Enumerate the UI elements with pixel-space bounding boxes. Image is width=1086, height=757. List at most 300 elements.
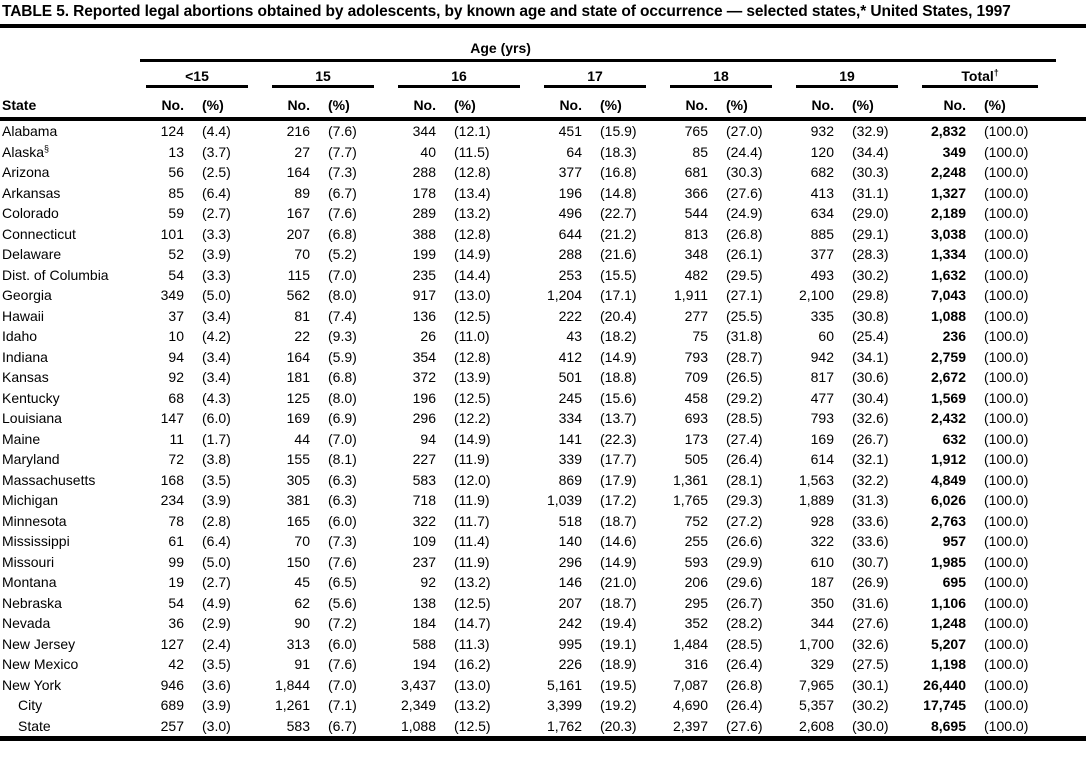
- row-filler: [1056, 142, 1086, 163]
- count-cell: 381: [286, 492, 310, 509]
- pct-cell: (7.3): [328, 164, 357, 181]
- table-title: TABLE 5. Reported legal abortions obtained by adolescents, by known age and state of occurrence — selected states,* United States, 1997: [2, 3, 1011, 20]
- pct-cell: (27.4): [726, 430, 763, 447]
- pct-cell: (33.6): [852, 512, 889, 529]
- count-cell: 288: [412, 164, 436, 181]
- count-cell: 115: [287, 266, 310, 283]
- count-cell: 334: [558, 410, 582, 427]
- table-row: [0, 244, 1086, 265]
- no-subheader-total: No.: [943, 97, 966, 113]
- count-cell: 167: [286, 205, 310, 222]
- count-cell: 693: [684, 410, 708, 427]
- count-cell: 85: [692, 143, 708, 160]
- count-cell: 957: [942, 533, 966, 550]
- count-cell: 1,912: [930, 451, 966, 468]
- count-cell: 1,844: [274, 676, 310, 693]
- count-cell: 94: [420, 430, 436, 447]
- pct-cell: (28.5): [726, 635, 763, 652]
- count-cell: 27: [294, 143, 310, 160]
- pct-cell: (6.8): [328, 225, 357, 242]
- count-cell: 718: [412, 492, 436, 509]
- count-cell: 169: [810, 430, 834, 447]
- pct-cell: (100.0): [984, 635, 1029, 652]
- pct-cell: (26.7): [852, 430, 889, 447]
- count-cell: 26: [420, 328, 436, 345]
- pct-cell: (100.0): [984, 389, 1029, 406]
- pct-cell: (29.8): [852, 287, 889, 304]
- pct-cell: (100.0): [984, 266, 1029, 283]
- count-cell: 237: [412, 553, 436, 570]
- count-cell: 3,038: [930, 225, 966, 242]
- count-cell: 146: [558, 574, 582, 591]
- count-cell: 56: [168, 164, 184, 181]
- count-cell: 588: [412, 635, 436, 652]
- row-filler: [1056, 244, 1086, 265]
- count-cell: 70: [294, 246, 310, 263]
- table-row: [0, 306, 1086, 327]
- pct-cell: (3.5): [202, 471, 231, 488]
- state-name: Dist. of Columbia: [2, 266, 109, 283]
- pct-cell: (3.9): [202, 492, 231, 509]
- count-cell: 1,484: [672, 635, 708, 652]
- row-filler: [1056, 572, 1086, 593]
- count-cell: 257: [160, 717, 184, 734]
- table-row: [0, 572, 1086, 593]
- pct-cell: (30.3): [852, 164, 889, 181]
- count-cell: 793: [684, 348, 708, 365]
- pct-cell: (27.1): [726, 287, 763, 304]
- pct-cell: (7.7): [328, 143, 357, 160]
- count-cell: 632: [942, 430, 966, 447]
- count-cell: 54: [168, 266, 184, 283]
- state-name: Nevada: [2, 615, 51, 632]
- pct-cell: (28.7): [726, 348, 763, 365]
- pct-cell: (26.5): [726, 369, 763, 386]
- count-cell: 634: [810, 205, 834, 222]
- row-filler: [1056, 224, 1086, 245]
- count-cell: 10: [168, 328, 184, 345]
- count-cell: 354: [412, 348, 436, 365]
- pct-cell: (11.7): [454, 512, 490, 529]
- count-cell: 544: [684, 205, 708, 222]
- pct-cell: (27.6): [852, 615, 889, 632]
- pct-cell: (14.9): [600, 348, 637, 365]
- table-row: [0, 531, 1086, 552]
- count-cell: 681: [684, 164, 708, 181]
- count-cell: 17,745: [923, 697, 966, 714]
- pct-cell: (100.0): [984, 246, 1029, 263]
- pct-subheader-total: (%): [984, 97, 1006, 113]
- count-cell: 207: [558, 594, 582, 611]
- count-cell: 2,763: [930, 512, 966, 529]
- table-row: [0, 224, 1086, 245]
- count-cell: 946: [160, 676, 184, 693]
- state-name: New Mexico: [2, 656, 79, 673]
- count-cell: 206: [684, 574, 708, 591]
- count-cell: 40: [420, 143, 436, 160]
- count-cell: 5,161: [546, 676, 582, 693]
- table-row: [0, 347, 1086, 368]
- count-cell: 168: [160, 471, 184, 488]
- count-cell: 1,762: [546, 717, 582, 734]
- count-cell: 1,700: [798, 635, 834, 652]
- pct-cell: (13.0): [454, 676, 491, 693]
- count-cell: 562: [286, 287, 310, 304]
- count-cell: 482: [684, 266, 708, 283]
- count-cell: 583: [412, 471, 436, 488]
- count-cell: 1,765: [672, 492, 708, 509]
- pct-cell: (14.7): [454, 615, 491, 632]
- count-cell: 109: [412, 533, 436, 550]
- table-row: [0, 119, 1086, 142]
- table-row: [0, 716, 1086, 739]
- count-cell: 7,043: [930, 287, 966, 304]
- pct-cell: (30.8): [852, 307, 889, 324]
- count-cell: 316: [684, 656, 708, 673]
- count-cell: 42: [168, 656, 184, 673]
- pct-cell: (4.4): [202, 123, 231, 140]
- pct-cell: (15.6): [600, 389, 637, 406]
- age-spanner-label: Age (yrs): [470, 40, 531, 56]
- count-cell: 36: [168, 615, 184, 632]
- row-filler: [1056, 367, 1086, 388]
- state-name: Georgia: [2, 287, 52, 304]
- pct-cell: (12.5): [454, 307, 491, 324]
- pct-cell: (13.2): [454, 205, 491, 222]
- row-filler: [1056, 306, 1086, 327]
- table-row: [0, 142, 1086, 163]
- state-name: State: [18, 717, 51, 734]
- count-cell: 1,563: [798, 471, 834, 488]
- count-cell: 942: [810, 348, 834, 365]
- state-name: New Jersey: [2, 635, 76, 652]
- count-cell: 101: [160, 225, 184, 242]
- pct-cell: (32.6): [852, 635, 889, 652]
- count-cell: 501: [558, 369, 582, 386]
- pct-cell: (100.0): [984, 328, 1029, 345]
- pct-cell: (30.2): [852, 266, 889, 283]
- row-filler: [1056, 490, 1086, 511]
- pct-cell: (18.8): [600, 369, 637, 386]
- pct-cell: (34.4): [852, 143, 889, 160]
- pct-cell: (26.6): [726, 533, 763, 550]
- pct-cell: (6.3): [328, 492, 357, 509]
- count-cell: 5,207: [930, 635, 966, 652]
- subheader-filler: [1056, 88, 1086, 119]
- count-cell: 184: [412, 615, 436, 632]
- row-filler: [1056, 716, 1086, 739]
- state-name: City: [18, 697, 43, 714]
- pct-cell: (3.4): [202, 369, 231, 386]
- count-cell: 3,437: [400, 676, 436, 693]
- pct-cell: (2.9): [202, 615, 231, 632]
- pct-subheader: (%): [726, 97, 748, 113]
- count-cell: 1,204: [546, 287, 582, 304]
- pct-cell: (3.5): [202, 656, 231, 673]
- count-cell: 689: [160, 697, 184, 714]
- count-cell: 322: [810, 533, 834, 550]
- pct-cell: (100.0): [984, 533, 1029, 550]
- state-name: Delaware: [2, 246, 62, 263]
- table-row: [0, 326, 1086, 347]
- row-filler: [1056, 183, 1086, 204]
- count-cell: 352: [684, 615, 708, 632]
- count-cell: 813: [684, 225, 708, 242]
- count-cell: 43: [566, 328, 582, 345]
- count-cell: 305: [286, 471, 310, 488]
- count-cell: 1,198: [930, 656, 966, 673]
- count-cell: 277: [684, 307, 708, 324]
- pct-cell: (21.0): [600, 574, 637, 591]
- pct-cell: (15.9): [600, 123, 637, 140]
- count-cell: 349: [942, 143, 966, 160]
- count-cell: 37: [168, 307, 184, 324]
- count-cell: 164: [286, 164, 310, 181]
- pct-cell: (29.3): [726, 492, 763, 509]
- count-cell: 1,261: [274, 697, 310, 714]
- count-cell: 5,357: [798, 697, 834, 714]
- pct-cell: (26.1): [726, 246, 763, 263]
- count-cell: 296: [412, 410, 436, 427]
- count-cell: 45: [294, 574, 310, 591]
- pct-cell: (32.9): [852, 123, 889, 140]
- pct-cell: (21.6): [600, 246, 637, 263]
- pct-cell: (26.4): [726, 697, 763, 714]
- pct-cell: (12.8): [454, 348, 491, 365]
- pct-cell: (27.2): [726, 512, 763, 529]
- count-cell: 54: [168, 594, 184, 611]
- age-group-19: 19: [790, 61, 916, 89]
- pct-cell: (13.4): [454, 184, 491, 201]
- pct-cell: (29.9): [726, 553, 763, 570]
- count-cell: 94: [168, 348, 184, 365]
- pct-cell: (17.1): [600, 287, 637, 304]
- pct-cell: (4.3): [202, 389, 231, 406]
- count-cell: 583: [286, 717, 310, 734]
- count-cell: 8,695: [930, 717, 966, 734]
- table-row: [0, 429, 1086, 450]
- count-cell: 222: [558, 307, 582, 324]
- row-filler: [1056, 634, 1086, 655]
- table-row: [0, 490, 1086, 511]
- footnote-marker: §: [44, 143, 50, 154]
- table-row: [0, 388, 1086, 409]
- count-cell: 2,832: [930, 123, 966, 140]
- count-cell: 90: [294, 615, 310, 632]
- pct-cell: (6.4): [202, 184, 231, 201]
- count-cell: 120: [810, 143, 834, 160]
- pct-cell: (12.1): [454, 123, 491, 140]
- pct-cell: (17.9): [600, 471, 637, 488]
- pct-cell: (7.0): [328, 676, 357, 693]
- count-cell: 165: [286, 512, 310, 529]
- pct-cell: (2.5): [202, 164, 231, 181]
- row-filler: [1056, 162, 1086, 183]
- state-name: New York: [2, 676, 62, 693]
- pct-subheader: (%): [600, 97, 622, 113]
- count-cell: 78: [168, 512, 184, 529]
- pct-cell: (26.4): [726, 656, 763, 673]
- pct-cell: (6.0): [328, 512, 357, 529]
- count-cell: 1,039: [546, 492, 582, 509]
- pct-cell: (100.0): [984, 369, 1029, 386]
- table-row: [0, 511, 1086, 532]
- count-cell: 372: [412, 369, 436, 386]
- count-cell: 81: [294, 307, 310, 324]
- pct-cell: (3.9): [202, 246, 231, 263]
- pct-cell: (29.6): [726, 574, 763, 591]
- pct-cell: (100.0): [984, 184, 1029, 201]
- pct-cell: (26.8): [726, 676, 763, 693]
- count-cell: 199: [412, 246, 436, 263]
- pct-cell: (100.0): [984, 123, 1029, 140]
- count-cell: 140: [558, 533, 582, 550]
- pct-cell: (32.6): [852, 410, 889, 427]
- pct-cell: (12.5): [454, 389, 491, 406]
- pct-cell: (12.2): [454, 410, 491, 427]
- no-subheader: No.: [287, 97, 310, 113]
- count-cell: 1,569: [930, 389, 966, 406]
- pct-cell: (7.4): [328, 307, 357, 324]
- age-spanner: [140, 30, 1056, 61]
- pct-cell: (22.3): [600, 430, 637, 447]
- pct-cell: (100.0): [984, 717, 1029, 734]
- count-cell: 22: [294, 328, 310, 345]
- count-cell: 1,088: [400, 717, 436, 734]
- pct-cell: (3.7): [202, 143, 231, 160]
- count-cell: 26,440: [923, 676, 966, 693]
- count-cell: 288: [558, 246, 582, 263]
- count-cell: 68: [168, 389, 184, 406]
- state-name: Michigan: [2, 492, 59, 509]
- pct-cell: (13.9): [454, 369, 491, 386]
- pct-cell: (7.2): [328, 615, 357, 632]
- pct-cell: (28.1): [726, 471, 763, 488]
- count-cell: 2,672: [930, 369, 966, 386]
- row-filler: [1056, 347, 1086, 368]
- count-cell: 255: [684, 533, 708, 550]
- pct-cell: (20.3): [600, 717, 637, 734]
- count-cell: 150: [286, 553, 310, 570]
- count-cell: 147: [160, 410, 184, 427]
- pct-cell: (16.2): [454, 656, 491, 673]
- state-name: Montana: [2, 574, 57, 591]
- count-cell: 3,399: [546, 697, 582, 714]
- row-filler: [1056, 593, 1086, 614]
- count-cell: 1,889: [798, 492, 834, 509]
- pct-cell: (100.0): [984, 164, 1029, 181]
- pct-cell: (29.1): [852, 225, 889, 242]
- pct-cell: (7.6): [328, 553, 357, 570]
- pct-cell: (16.8): [600, 164, 637, 181]
- row-filler: [1056, 285, 1086, 306]
- pct-cell: (8.0): [328, 389, 357, 406]
- pct-cell: (19.2): [600, 697, 637, 714]
- row-filler: [1056, 449, 1086, 470]
- count-cell: 141: [558, 430, 582, 447]
- pct-cell: (30.4): [852, 389, 889, 406]
- count-cell: 72: [168, 451, 184, 468]
- count-cell: 124: [160, 123, 184, 140]
- pct-cell: (5.2): [328, 246, 357, 263]
- count-cell: 6,026: [930, 492, 966, 509]
- count-cell: 2,432: [930, 410, 966, 427]
- pct-cell: (2.7): [202, 574, 231, 591]
- pct-cell: (30.0): [852, 717, 889, 734]
- count-cell: 164: [286, 348, 310, 365]
- pct-cell: (7.6): [328, 205, 357, 222]
- table-row: [0, 654, 1086, 675]
- pct-cell: (4.9): [202, 594, 231, 611]
- state-name: Kansas: [2, 369, 49, 386]
- pct-cell: (2.4): [202, 635, 231, 652]
- count-cell: 695: [942, 574, 966, 591]
- pct-cell: (26.4): [726, 451, 763, 468]
- no-subheader: No.: [559, 97, 582, 113]
- state-name: Indiana: [2, 348, 48, 365]
- row-filler: [1056, 511, 1086, 532]
- count-cell: 339: [558, 451, 582, 468]
- pct-cell: (1.7): [202, 430, 231, 447]
- count-cell: 196: [558, 184, 582, 201]
- count-cell: 682: [810, 164, 834, 181]
- count-cell: 296: [558, 553, 582, 570]
- pct-cell: (22.7): [600, 205, 637, 222]
- count-cell: 869: [558, 471, 582, 488]
- pct-cell: (100.0): [984, 492, 1029, 509]
- count-cell: 60: [818, 328, 834, 345]
- state-name: Massachusetts: [2, 471, 96, 488]
- count-cell: 377: [810, 246, 834, 263]
- pct-cell: (18.2): [600, 328, 637, 345]
- no-subheader: No.: [413, 97, 436, 113]
- count-cell: 932: [810, 123, 834, 140]
- pct-cell: (29.2): [726, 389, 763, 406]
- table-row: [0, 203, 1086, 224]
- age-group-total: Total†: [916, 61, 1056, 89]
- pct-cell: (18.9): [600, 656, 637, 673]
- count-cell: 1,361: [672, 471, 708, 488]
- pct-cell: (31.6): [852, 594, 889, 611]
- pct-cell: (11.9): [454, 451, 490, 468]
- count-cell: 13: [168, 143, 184, 160]
- table-row: [0, 613, 1086, 634]
- pct-cell: (9.3): [328, 328, 357, 345]
- row-filler: [1056, 388, 1086, 409]
- count-cell: 207: [286, 225, 310, 242]
- count-cell: 995: [558, 635, 582, 652]
- pct-cell: (13.0): [454, 287, 491, 304]
- pct-cell: (5.0): [202, 553, 231, 570]
- pct-cell: (30.6): [852, 369, 889, 386]
- pct-cell: (17.7): [600, 451, 637, 468]
- abortions-by-age-table: [0, 30, 1086, 741]
- state-name: Colorado: [2, 205, 59, 222]
- pct-cell: (34.1): [852, 348, 889, 365]
- table-body: [0, 119, 1086, 739]
- pct-cell: (28.3): [852, 246, 889, 263]
- pct-cell: (26.8): [726, 225, 763, 242]
- pct-cell: (7.6): [328, 123, 357, 140]
- pct-cell: (13.2): [454, 574, 491, 591]
- pct-cell: (100.0): [984, 676, 1029, 693]
- pct-cell: (27.6): [726, 717, 763, 734]
- pct-cell: (8.0): [328, 287, 357, 304]
- state-name: Nebraska: [2, 594, 62, 611]
- count-cell: 226: [558, 656, 582, 673]
- pct-cell: (7.1): [328, 697, 357, 714]
- count-cell: 64: [566, 143, 582, 160]
